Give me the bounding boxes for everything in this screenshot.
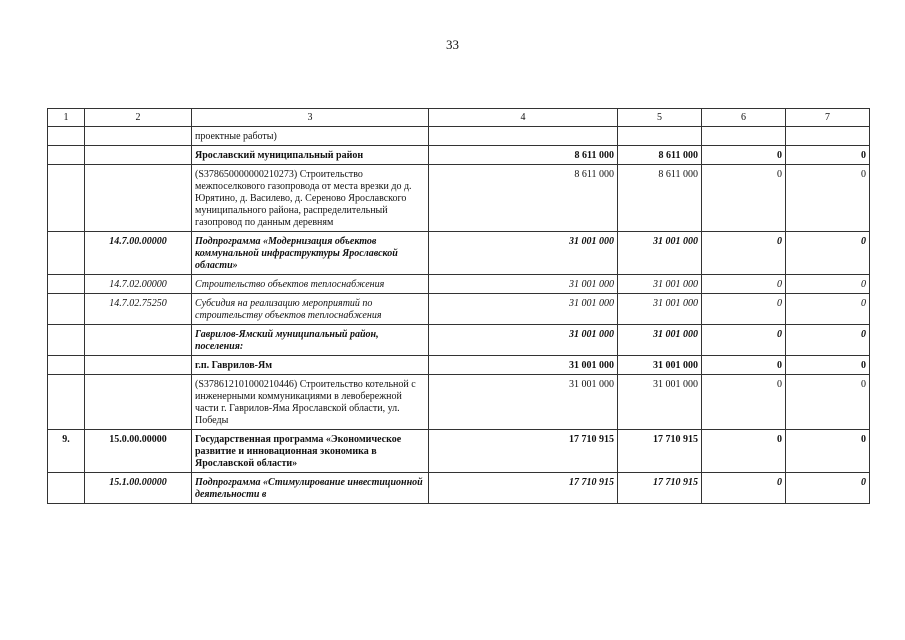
name-cell: Гаврилов-Ямский муниципальный район, поселения: bbox=[192, 325, 429, 356]
column-header: 6 bbox=[702, 109, 786, 127]
amount-cell: 0 bbox=[702, 275, 786, 294]
code-cell: 15.1.00.00000 bbox=[85, 473, 192, 504]
row-number-cell bbox=[48, 146, 85, 165]
amount-cell bbox=[429, 127, 618, 146]
amount-cell: 31 001 000 bbox=[429, 356, 618, 375]
amount-cell: 0 bbox=[702, 430, 786, 473]
amount-cell: 0 bbox=[702, 146, 786, 165]
amount-cell: 17 710 915 bbox=[618, 430, 702, 473]
budget-table bbox=[47, 108, 870, 504]
amount-cell: 0 bbox=[702, 325, 786, 356]
amount-cell: 31 001 000 bbox=[618, 294, 702, 325]
name-cell: (S378612101000210446) Строительство котельной с инженерными коммуникациями в левобережной части г. Гаврилов-Яма Ярославской области, ул. Победы bbox=[192, 375, 429, 430]
amount-cell: 31 001 000 bbox=[618, 356, 702, 375]
row-number-cell bbox=[48, 473, 85, 504]
code-cell: 15.0.00.00000 bbox=[85, 430, 192, 473]
amount-cell: 0 bbox=[702, 232, 786, 275]
amount-cell: 31 001 000 bbox=[618, 275, 702, 294]
column-header: 7 bbox=[786, 109, 870, 127]
row-number-cell bbox=[48, 294, 85, 325]
table-row bbox=[48, 127, 870, 146]
table-header-row bbox=[48, 109, 870, 127]
table-row bbox=[48, 325, 870, 356]
amount-cell: 31 001 000 bbox=[429, 294, 618, 325]
amount-cell: 0 bbox=[786, 356, 870, 375]
name-cell: Строительство объектов теплоснабжения bbox=[192, 275, 429, 294]
column-header: 3 bbox=[192, 109, 429, 127]
code-cell: 14.7.02.00000 bbox=[85, 275, 192, 294]
amount-cell: 0 bbox=[702, 165, 786, 232]
column-header: 2 bbox=[85, 109, 192, 127]
amount-cell bbox=[618, 127, 702, 146]
table-row bbox=[48, 375, 870, 430]
table-body bbox=[48, 127, 870, 504]
row-number-cell: 9. bbox=[48, 430, 85, 473]
amount-cell: 0 bbox=[786, 275, 870, 294]
code-cell bbox=[85, 325, 192, 356]
amount-cell: 0 bbox=[786, 473, 870, 504]
amount-cell: 8 611 000 bbox=[429, 146, 618, 165]
amount-cell: 31 001 000 bbox=[618, 375, 702, 430]
column-header: 1 bbox=[48, 109, 85, 127]
row-number-cell bbox=[48, 375, 85, 430]
table-row bbox=[48, 356, 870, 375]
amount-cell: 0 bbox=[702, 375, 786, 430]
row-number-cell bbox=[48, 165, 85, 232]
amount-cell: 0 bbox=[786, 232, 870, 275]
page-number: 33 bbox=[446, 37, 459, 52]
column-header: 4 bbox=[429, 109, 618, 127]
amount-cell: 0 bbox=[786, 375, 870, 430]
amount-cell: 0 bbox=[786, 430, 870, 473]
code-cell: 14.7.00.00000 bbox=[85, 232, 192, 275]
name-cell: (S378650000000210273) Строительство межпоселкового газопровода от места врезки до д. Юрятино, д. Василево, д. Сереново Ярославского муниципального района, распределительный газопровод по данным деревням bbox=[192, 165, 429, 232]
code-cell bbox=[85, 127, 192, 146]
amount-cell: 0 bbox=[702, 356, 786, 375]
table-row bbox=[48, 146, 870, 165]
amount-cell bbox=[702, 127, 786, 146]
name-cell: проектные работы) bbox=[192, 127, 429, 146]
name-cell: Субсидия на реализацию мероприятий по строительству объектов теплоснабжения bbox=[192, 294, 429, 325]
amount-cell: 31 001 000 bbox=[429, 375, 618, 430]
amount-cell: 0 bbox=[786, 294, 870, 325]
amount-cell: 0 bbox=[702, 473, 786, 504]
table-row bbox=[48, 430, 870, 473]
amount-cell: 31 001 000 bbox=[618, 232, 702, 275]
table-row bbox=[48, 232, 870, 275]
table-row bbox=[48, 294, 870, 325]
amount-cell: 0 bbox=[702, 294, 786, 325]
amount-cell bbox=[786, 127, 870, 146]
row-number-cell bbox=[48, 325, 85, 356]
name-cell: Ярославский муниципальный район bbox=[192, 146, 429, 165]
column-header: 5 bbox=[618, 109, 702, 127]
table-row bbox=[48, 473, 870, 504]
amount-cell: 0 bbox=[786, 325, 870, 356]
name-cell: Подпрограмма «Стимулирование инвестиционной деятельности в bbox=[192, 473, 429, 504]
amount-cell: 31 001 000 bbox=[429, 232, 618, 275]
name-cell: Государственная программа «Экономическое развитие и инновационная экономика в Ярославской области» bbox=[192, 430, 429, 473]
row-number-cell bbox=[48, 356, 85, 375]
amount-cell: 31 001 000 bbox=[618, 325, 702, 356]
row-number-cell bbox=[48, 232, 85, 275]
code-cell bbox=[85, 375, 192, 430]
table-row bbox=[48, 165, 870, 232]
amount-cell: 17 710 915 bbox=[429, 473, 618, 504]
code-cell bbox=[85, 165, 192, 232]
amount-cell: 17 710 915 bbox=[429, 430, 618, 473]
code-cell: 14.7.02.75250 bbox=[85, 294, 192, 325]
name-cell: г.п. Гаврилов-Ям bbox=[192, 356, 429, 375]
table-row bbox=[48, 275, 870, 294]
amount-cell: 8 611 000 bbox=[618, 165, 702, 232]
amount-cell: 17 710 915 bbox=[618, 473, 702, 504]
code-cell bbox=[85, 356, 192, 375]
amount-cell: 0 bbox=[786, 165, 870, 232]
amount-cell: 8 611 000 bbox=[618, 146, 702, 165]
row-number-cell bbox=[48, 275, 85, 294]
amount-cell: 31 001 000 bbox=[429, 325, 618, 356]
amount-cell: 8 611 000 bbox=[429, 165, 618, 232]
amount-cell: 31 001 000 bbox=[429, 275, 618, 294]
code-cell bbox=[85, 146, 192, 165]
amount-cell: 0 bbox=[786, 146, 870, 165]
row-number-cell bbox=[48, 127, 85, 146]
name-cell: Подпрограмма «Модернизация объектов коммунальной инфраструктуры Ярославской области» bbox=[192, 232, 429, 275]
